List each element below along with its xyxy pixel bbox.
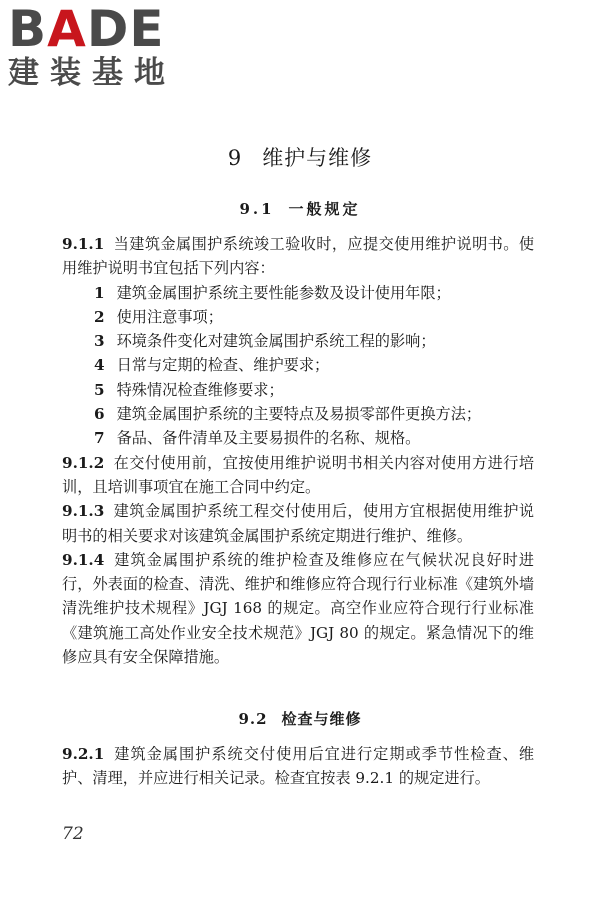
page-number: 72 <box>62 824 84 844</box>
clause-text: 建筑金属围护系统的维护检查及维修应在气候状况良好时进行，外表面的检查、清洗、维护和维修应符合现行行业标准《建筑外墙清洗维护技术规程》JGJ 168 的规定。高空作业应符合现行行业标准《建筑施工高处作业安全技术规范》JGJ 80 的规定。紧急情况下的维修应具有安全保障措施。 <box>62 550 534 667</box>
clause-9-2-1 <box>62 742 534 791</box>
chapter-title-text: 维护与维修 <box>262 146 373 170</box>
list-item: 2 使用注意事项； <box>94 307 223 326</box>
logo-letters: DE <box>86 0 165 58</box>
section-number: 9.1 <box>239 200 275 218</box>
logo-wordmark <box>8 0 176 58</box>
logo-accent-letter: A <box>47 0 87 58</box>
clause-9-1-3 <box>62 499 534 548</box>
section-body-9-2 <box>62 742 534 791</box>
clause-text: 在交付使用前，宜按使用维护说明书相关内容对使用方进行培训，且培训事项宜在施工合同中约定。 <box>62 453 534 496</box>
clause-text: 建筑金属围护系统交付使用后宜进行定期或季节性检查、维护、清理，并应进行相关记录。检查宜按表 9.2.1 的规定进行。 <box>62 745 534 788</box>
clause-number: 9.1.2 <box>62 453 105 472</box>
section-title: 一般规定 <box>288 200 361 218</box>
list-item: 4 日常与定期的检查、维护要求； <box>94 356 330 375</box>
clause-number: 9.1.1 <box>62 235 105 253</box>
list-item: 1 建筑金属围护系统主要性能参数及设计使用年限； <box>94 283 451 302</box>
chapter-title <box>0 142 600 172</box>
clause-text: 建筑金属围护系统工程交付使用后，使用方宜根据使用维护说明书的相关要求对该建筑金属围护系统定期进行维护、维修。 <box>62 502 534 545</box>
clause-number: 9.2.1 <box>62 745 105 763</box>
clause-9-1-4 <box>62 548 534 669</box>
section-title: 检查与维修 <box>281 710 362 728</box>
clause-number: 9.1.4 <box>62 550 105 569</box>
clause-number: 9.1.3 <box>62 502 105 521</box>
clause-text: 当建筑金属围护系统竣工验收时，应提交使用维护说明书。使用维护说明书宜包括下列内容： <box>62 235 534 278</box>
section-number: 9.2 <box>238 710 268 728</box>
logo-letter: B <box>8 0 48 58</box>
list-item: 7 备品、备件清单及主要易损件的名称、规格。 <box>94 429 421 448</box>
list-item: 6 建筑金属围护系统的主要特点及易损零部件更换方法； <box>94 405 482 424</box>
clause-9-1-1 <box>62 232 534 281</box>
bade-logo <box>8 0 176 91</box>
section-heading-9-1 <box>0 198 600 219</box>
list-item: 3 环境条件变化对建筑金属围护系统工程的影响； <box>94 332 436 351</box>
list-item: 5 特殊情况检查维修要求； <box>94 380 284 399</box>
clause-9-1-2 <box>62 451 534 500</box>
logo-subtitle: 建装基地 <box>8 55 176 91</box>
section-heading-9-2 <box>0 708 600 729</box>
chapter-number: 9 <box>227 146 243 170</box>
section-body-9-1 <box>62 232 534 669</box>
